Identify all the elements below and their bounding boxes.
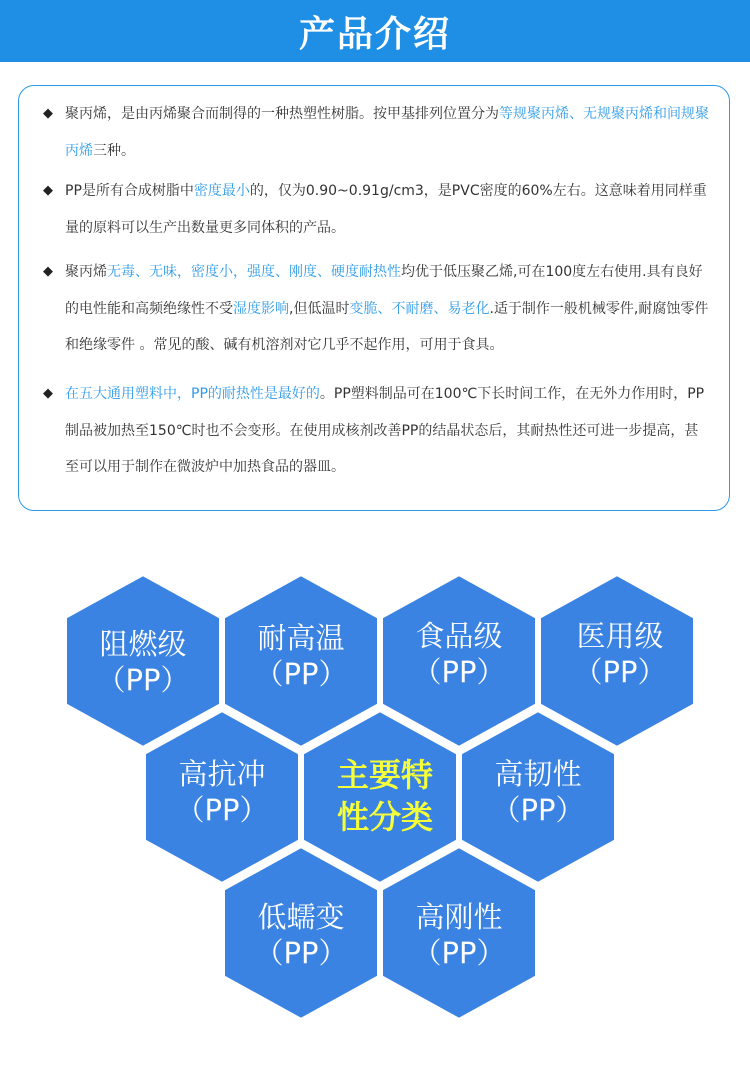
highlight-segment: 等规聚丙烯、无规聚丙烯和间规聚丙烯 [65, 106, 709, 159]
hex-sub: （PP） [254, 657, 348, 691]
text-segment: 。PP塑料制品可在100℃下长时间工作，在无外力作用时，PP制品被加热至150℃时也不会变形。在使用成核剂改善PP的结晶状态后，其耐热性还可进一步提高，甚至可以用于制作在微波炉中加热食品的器皿。 [65, 386, 705, 475]
hex-label-high-rigidity [374, 899, 544, 971]
text-segment: 聚丙烯 [65, 264, 107, 280]
category-hexagons [0, 560, 750, 1076]
hex-name: 高刚性 [415, 900, 503, 934]
hex-sub: （PP） [96, 663, 190, 697]
header-banner [0, 0, 750, 62]
text-segment: ,但低温时 [289, 300, 350, 317]
intro-item-text [41, 376, 711, 486]
intro-item [41, 376, 711, 486]
diamond-bullet-icon: ◆ [43, 183, 53, 198]
hex-label-low-creep [216, 899, 386, 971]
hex-sub: （PP） [573, 655, 667, 689]
hex-label-high-toughness [453, 756, 623, 828]
intro-item-text [41, 96, 711, 169]
hex-name: 阻燃级 [99, 627, 187, 661]
hex-name: 食品级 [415, 619, 503, 653]
text-segment: .适于制作一般机械零件,耐腐蚀零件和绝缘零件 。常见的酸、碱有机溶剂对它几乎不起作用，可用于食具。 [65, 300, 709, 353]
hex-name: 高韧性 [494, 757, 582, 791]
text-segment: 的，仅为0.90~0.91g/cm3，是PVC密度的60%左右。这意味着用同样重量的原料可以生产出数量更多同体积的产品。 [65, 183, 707, 236]
hex-name: 医用级 [576, 619, 664, 653]
hex-label-food-grade [374, 618, 544, 690]
hex-label-medical-grade [535, 618, 705, 690]
text-segment: 均优于低压聚乙烯,可在100度左右使用.具有良好的电性能和高频绝缘性不受 [65, 264, 703, 317]
hex-label-high-temp [216, 620, 386, 692]
hex-name: 耐高温 [257, 621, 345, 655]
text-segment: PP是所有合成树脂中 [65, 183, 194, 199]
hex-name: 低蠕变 [257, 900, 345, 934]
hex-sub: （PP） [254, 936, 348, 970]
hex-label-high-impact [137, 756, 307, 828]
intro-item-text [41, 254, 711, 364]
highlight-segment: 在五大通用塑料中，PP的耐热性是最好的 [65, 386, 320, 402]
intro-item [41, 254, 711, 364]
page-title: 产品介绍 [298, 13, 451, 55]
intro-item [41, 96, 711, 169]
highlight-segment: 无毒、无味，密度小，强度、刚度、硬度耐热性 [107, 264, 401, 280]
hex-label-flame-retardant [58, 626, 228, 698]
hex-sub: （PP） [175, 793, 269, 827]
diamond-bullet-icon: ◆ [43, 264, 53, 279]
text-segment: 聚丙烯，是由丙烯聚合而制得的一种热塑性树脂。按甲基排列位置分为 [65, 106, 499, 122]
diamond-bullet-icon: ◆ [43, 106, 53, 121]
hex-sub: （PP） [412, 936, 506, 970]
highlight-segment: 变脆、不耐磨、易老化 [349, 300, 490, 317]
intro-item [41, 173, 711, 246]
hex-label-center [300, 754, 470, 838]
hex-sub: （PP） [412, 655, 506, 689]
highlight-segment: 湿度影响 [233, 300, 289, 317]
text-segment: 三种。 [93, 142, 135, 159]
hex-name: 高抗冲 [178, 757, 266, 791]
center-line-1: 主要特 [336, 756, 433, 794]
highlight-segment: 密度最小 [193, 183, 250, 199]
diamond-bullet-icon: ◆ [43, 386, 53, 401]
center-line-2: 性分类 [336, 798, 433, 836]
product-intro-box [18, 85, 730, 511]
intro-item-text [41, 173, 711, 246]
hex-sub: （PP） [491, 793, 585, 827]
